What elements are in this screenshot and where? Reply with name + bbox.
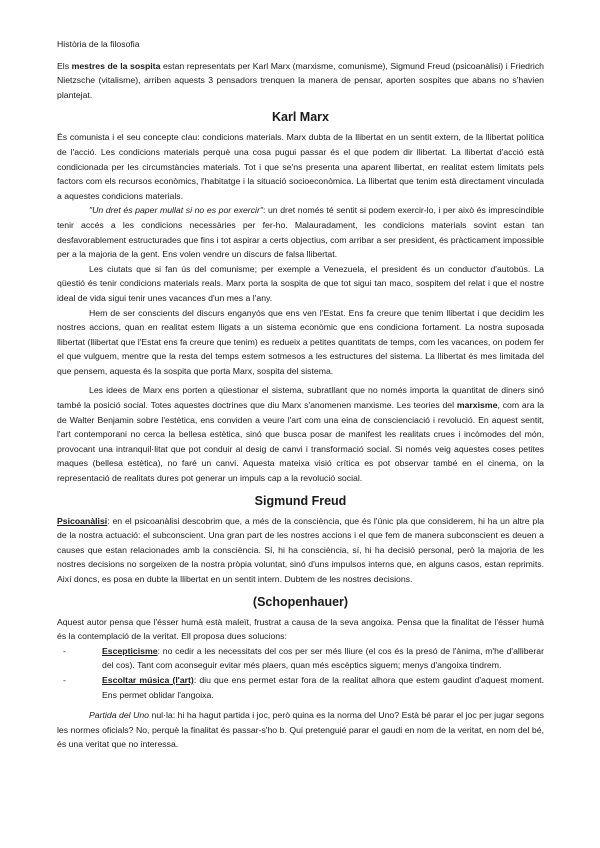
solutions-list bbox=[57, 644, 544, 702]
freud-heading: Sigmund Freud bbox=[254, 493, 347, 508]
marx-paragraph-2 bbox=[57, 203, 544, 261]
list-item bbox=[57, 673, 544, 702]
solution-term: Escoltar música (l'art) bbox=[102, 674, 194, 685]
marx-p5-pre: Les idees de Marx ens porten a qüestionar el sistema, subratllant que no només importa la quantitat de diners sinó també la posició social. Totes aquestes doctrines que diu Marx s'anomenen marxisme. Les teories del bbox=[57, 385, 544, 411]
schopenhauer-heading: (Schopenhauer) bbox=[252, 594, 349, 609]
uno-italic: Partida del Uno bbox=[89, 710, 150, 721]
solution-term: Escepticisme bbox=[102, 645, 158, 656]
list-dash: - bbox=[63, 645, 66, 656]
marx-paragraph-3: Les ciutats que si fan ús del comunisme; per exemple a Venezuela, el president és un conductor d'autobús. La qüestió és tenir condicions materials reals. Marx porta la sospita de que tot sigui tan maco, sospitem del relat i que el nostre ideal de vida sigui tenir unes vacances d'un mes a l'any. bbox=[57, 263, 544, 303]
document-body bbox=[57, 37, 544, 752]
uno-italic-2: nul·la bbox=[149, 710, 173, 721]
freud-text: : en el psicoanàlisi descobrim que, a més de la consciència, que és l'únic pla que considerem, hi ha un altre pla de la nostra actuació: el subconscient. Una gran part de les nostres accions i el que fem de manera subconscient es deuen a causes que estan relacionades amb la consciència. Sí, hi ha consciència, sí, hi ha decisió personal, però la majoria de les nostres decisions no sorgeixen de la nostra pròpia voluntat, sinó d'uns impulsos interns que, en alguns casos, estan reprimits. Així doncs, es posa en dubte la llibertat en un sentit intern. Dubtem de les nostres decisions. bbox=[57, 515, 544, 584]
intro-pre: Els bbox=[57, 60, 72, 71]
intro-post: estan representats per Karl Marx (marxisme, comunisme), Sigmund Freud (psicoanàlisi) i Friedrich Nietzsche (vitalisme), arriben aquests 3 pensadors trenquen la manera de pensar, aporten sospites que abans no s'havien plantejat. bbox=[57, 60, 544, 100]
schopenhauer-intro: Aquest autor pensa que l'ésser humà està maleït, frustrat a causa de la seva angoixa. Pensa que la finalitat de l'ésser humà és la contemplació de la veritat. Ell proposa dues solucions: bbox=[57, 616, 544, 642]
solution-text: : diu que ens permet estar fora de la realitat alhora que estem gaudint d'aquest moment. Ens permet oblidar l'angoixa. bbox=[102, 674, 544, 700]
marx-quote: "Un dret és paper mullat si no es por exercir" bbox=[89, 205, 263, 216]
marx-heading: Karl Marx bbox=[272, 110, 329, 125]
marx-p5-post: , com ara la de Walter Benjamin sobre l'estètica, ens conviden a veure l'art com una eina de conscienciació i revolució. En aquest sentit, l'art contemporani no cerca la bellesa estètica, sinó que busca posar de manifest les realitats crues i incòmodes del món, provocant una intranquil·litat que pot conduir al desig de canvi i transformació social. Si només veig aquestes coses petites maques (bellesa estètica), no faré un canvi. Aquesta mateixa visió crítica es pot observar també en el cinema, on la representació de realitats dures pot generar un impuls cap a la revolució social. bbox=[57, 400, 544, 484]
freud-paragraph bbox=[57, 514, 544, 587]
list-dash: - bbox=[63, 674, 66, 685]
uno-text: : hi ha hagut partida i joc, però quina es la norma del Uno? Està bé parar el joc per jugar segons les normes oficials? No, perquè la finalitat és passar-s'ho b. Qui pretenguié parar el gaudi en nom de la veritat, en nom del bé, és una veritat que no interessa. bbox=[57, 710, 544, 750]
list-item bbox=[57, 644, 544, 673]
document-header: Història de la filosofia bbox=[57, 39, 140, 49]
marx-paragraph-5 bbox=[57, 383, 544, 485]
marx-paragraph-2-text: : un dret només té sentit si podem exercir-lo, i per això és imprescindible tenir accés a les condicions necessàries per fer-ho. Malauradament, les condicions materials sovint estan tan desfavorablement estructurades que fins i tot aspirar a certs objectius, com arribar a ser president, és pràcticament impossible per a la majoria de la gent. Ens volen vendre un discurs de falsa llibertat. bbox=[57, 205, 544, 260]
marx-p5-bold: marxisme bbox=[456, 400, 498, 411]
freud-term: Psicoanàlisi bbox=[57, 515, 108, 526]
marx-paragraph-4: Hem de ser conscients del discurs enganyós que ens ven l'Estat. Ens fa creure que tenim llibertat i que decidim les nostres accions, quan en realitat estem lligats a un sistema econòmic que ens condiciona fortament. La nostra suposada llibertat (llibertat que l'Estat ens fa creure que tenim) es redueix a petites quantitats de temps, com les vacances, on podem fer el que vulguem, mentre que la resta del temps estem sotmesos a les estructures del sistema. La llibertat és mes limitada del que pensem, aquesta és la sospita que porta Marx, sospita del sistema. bbox=[57, 307, 544, 376]
intro-paragraph bbox=[57, 59, 544, 103]
uno-paragraph bbox=[57, 708, 544, 752]
intro-bold: mestres de la sospita bbox=[71, 60, 161, 71]
marx-paragraph-1: És comunista i el seu concepte clau: condicions materials. Marx dubta de la llibertat en un sentit extern, de la llibertat política de l'acció. Les condicions materials perquè una cosa pugui passar és el que podem dir llibertat. La llibertat d'acció està condicionada per les circumstàncies materials. Tot i que se'ns presenta una aparent llibertat, en realitat estem limitats pels factors com els recursos econòmics, l'habitatge i la situació socioeconòmica. La llibertat que tenim està directament vinculada a aquestes condicions materials. bbox=[57, 132, 544, 201]
solution-text: : no cedir a les necessitats del cos per ser més lliure (el cos és la presó de l'ànima, m'he d'alliberar del cos). Tant com aconseguir evitar més plaers, quan més escèptics siguem; menys d'angoixa tindrem. bbox=[102, 645, 544, 671]
